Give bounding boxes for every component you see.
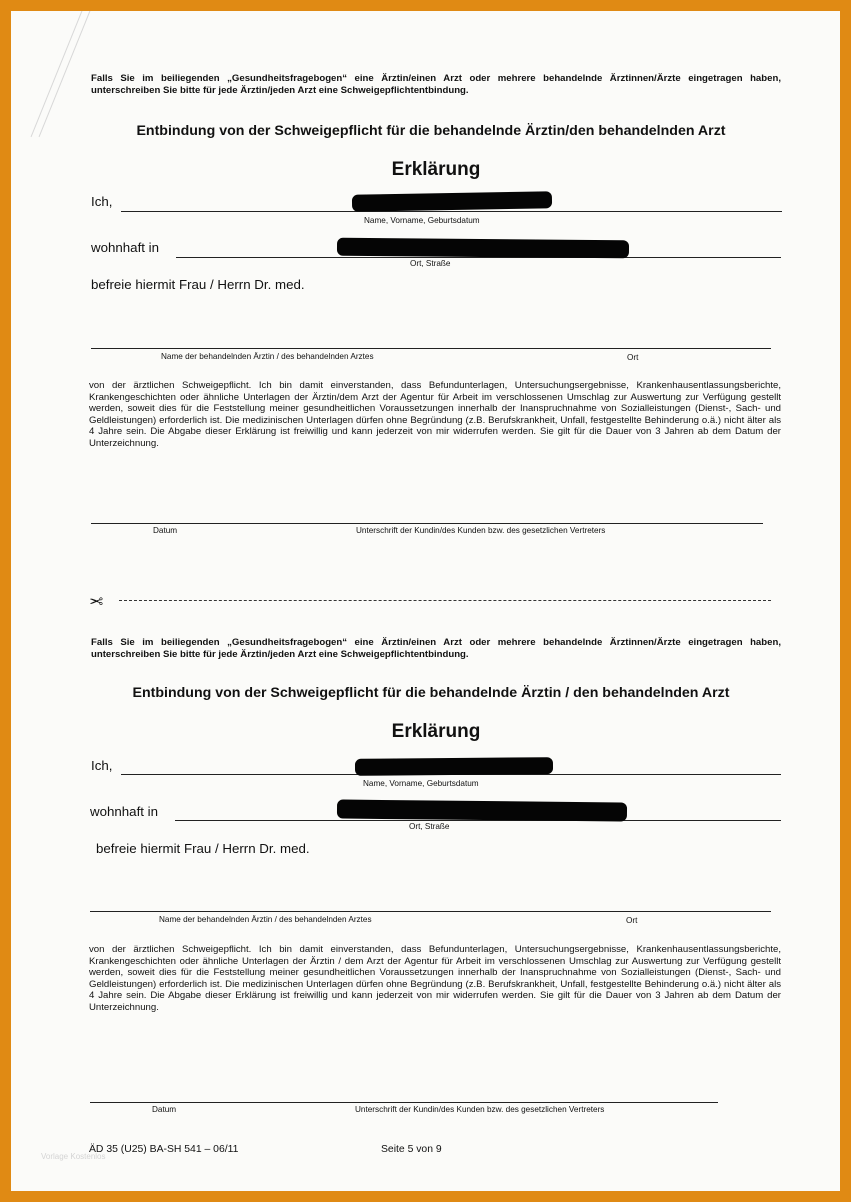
wohnhaft-label: wohnhaft in	[90, 804, 159, 819]
address-caption: Ort, Straße	[409, 822, 450, 831]
datum-caption: Datum	[153, 526, 178, 535]
doctor-line[interactable]	[90, 911, 771, 912]
scissors-icon: ✂	[89, 591, 104, 610]
redaction-bar	[355, 757, 553, 776]
befreie-label: befreie hiermit Frau / Herrn Dr. med.	[91, 277, 305, 292]
form-heading: Entbindung von der Schweigepflicht für die behandelnde Ärztin/den behandelnden Arzt	[136, 123, 726, 139]
signature-line[interactable]	[90, 1102, 718, 1103]
signature-caption: Unterschrift der Kundin/des Kunden bzw. des gesetzlichen Vertreters	[356, 526, 606, 535]
consent-text: von der ärztlichen Schweigepflicht. Ich bin damit einverstanden, dass Befundunterlagen, Untersuchungsergebnisse, Krankenhausentlassungsberichte, Krankengeschichten oder ähnliche Unterlagen der Ärztin/dem Arzt der Agentur für Arbeit im verschlossenen Umschlag zur Auswertung zur Verfügung gestellt werden, soweit dies für die Feststellung meiner gesundheitlichen Voraussetzungen innerhalb der Inanspruchnahme von Sozialleistungen (Dienst-, Sach- und Geldleistungen) erforderlich ist. Die medizinischen Unterlagen dürfen ohne Begründung (z.B. Berufskrankheit, Unfall, festgestellte Behinderung o.ä.) nicht älter als 4 Jahre sein. Die Abgabe dieser Erklärung ist freiwillig und kann jederzeit von mir widerrufen werden. Sie gilt für die Dauer von 3 Jahren ab dem Datum der Unterzeichnung.	[89, 380, 781, 449]
consent-text: von der ärztlichen Schweigepflicht. Ich bin damit einverstanden, dass Befundunterlagen, Untersuchungsergebnisse, Krankenhausentlassungsberichte, Krankengeschichten oder ähnliche Unterlagen der Ärztin / dem Arzt der Agentur für Arbeit im verschlossenen Umschlag zur Auswertung zur Verfügung gestellt werden, soweit dies für die Feststellung meiner gesundheitlichen Voraussetzungen innerhalb der Inanspruchnahme von Sozialleistungen (Dienst-, Sach- und Geldleistungen) erforderlich ist. Die medizinischen Unterlagen dürfen ohne Begründung (z.B. Berufskrankheit, Unfall, festgestellte Behinderung o.ä.) nicht älter als 4 Jahre sein. Die Abgabe dieser Erklärung ist freiwillig und kann jederzeit von mir widerrufen werden. Sie gilt für die Dauer von 3 Jahren ab dem Datum der Unterzeichnung.	[89, 944, 781, 1013]
wohnhaft-label: wohnhaft in	[91, 240, 160, 255]
scan-artifact-line	[39, 11, 92, 137]
page-number: Seite 5 von 9	[381, 1144, 442, 1155]
address-line[interactable]	[175, 820, 781, 821]
watermark: Vorlage Kostenlos	[41, 1152, 106, 1161]
signature-line[interactable]	[91, 523, 763, 524]
address-line[interactable]	[176, 257, 781, 258]
redaction-bar	[337, 238, 629, 259]
ort-caption: Ort	[627, 353, 639, 362]
name-caption: Name, Vorname, Geburtsdatum	[364, 216, 480, 225]
redaction-bar	[352, 191, 552, 211]
ich-label: Ich,	[91, 758, 113, 773]
form-code: ÄD 35 (U25) BA-SH 541 – 06/11	[89, 1144, 239, 1155]
datum-caption: Datum	[152, 1105, 177, 1114]
redaction-bar	[337, 799, 627, 821]
name-caption: Name, Vorname, Geburtsdatum	[363, 779, 479, 788]
instruction-note: Falls Sie im beiliegenden „Gesundheitsfragebogen“ eine Ärztin/einen Arzt oder mehrere behandelnde Ärztinnen/Ärzte eingetragen haben, unterschreiben Sie bitte für jede Ärztin/jeden Arzt eine Schweigepflichtentbindung.	[91, 637, 781, 660]
name-line[interactable]	[121, 211, 782, 212]
doctor-line[interactable]	[91, 348, 771, 349]
ort-caption: Ort	[626, 916, 638, 925]
ich-label: Ich,	[91, 194, 113, 209]
address-caption: Ort, Straße	[410, 259, 451, 268]
document-page	[11, 11, 840, 1191]
declaration-title: Erklärung	[391, 159, 481, 180]
befreie-label: befreie hiermit Frau / Herrn Dr. med.	[96, 841, 310, 856]
scan-artifact-line	[31, 11, 84, 137]
form-heading: Entbindung von der Schweigepflicht für die behandelnde Ärztin / den behandelnden Arzt	[132, 685, 730, 701]
cut-line	[119, 600, 771, 601]
signature-caption: Unterschrift der Kundin/des Kunden bzw. des gesetzlichen Vertreters	[355, 1105, 605, 1114]
instruction-note: Falls Sie im beiliegenden „Gesundheitsfragebogen“ eine Ärztin/einen Arzt oder mehrere behandelnde Ärztinnen/Ärzte eingetragen haben, unterschreiben Sie bitte für jede Ärztin/jeden Arzt eine Schweigepflichtentbindung.	[91, 73, 781, 96]
doctor-caption: Name der behandelnden Ärztin / des behandelnden Arztes	[161, 352, 374, 361]
declaration-title: Erklärung	[391, 721, 481, 742]
doctor-caption: Name der behandelnden Ärztin / des behandelnden Arztes	[159, 915, 372, 924]
